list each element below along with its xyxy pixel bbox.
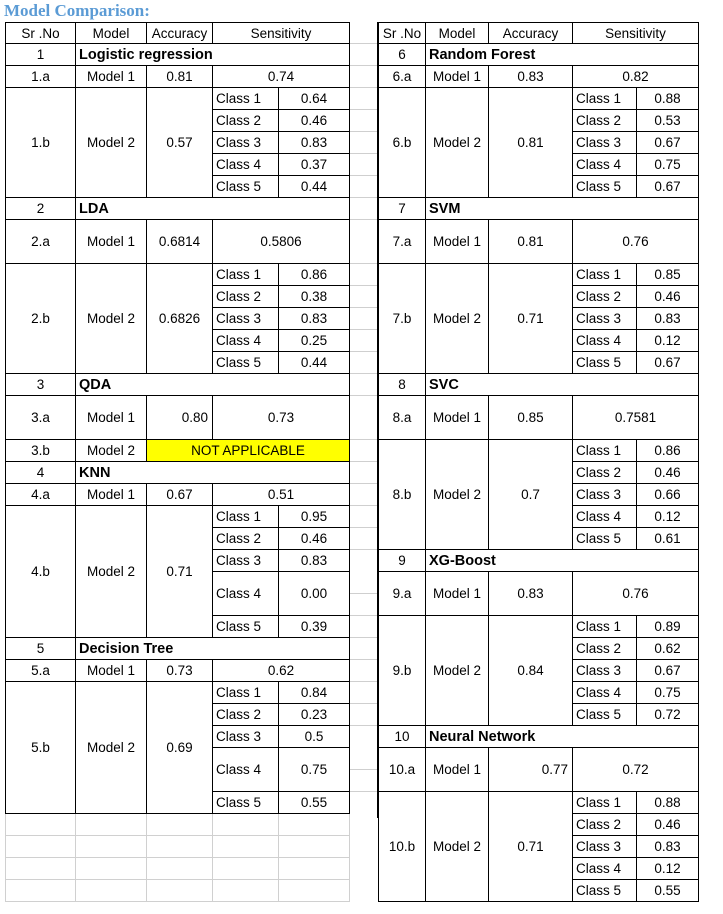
gutter-gridline bbox=[350, 593, 377, 594]
class-row bbox=[379, 88, 699, 110]
class-value: 0.55 bbox=[279, 792, 350, 814]
gutter-gridline bbox=[350, 461, 377, 462]
section-number: 8 bbox=[379, 374, 426, 396]
model1-row bbox=[6, 66, 350, 88]
sr-number: 1.a bbox=[6, 66, 76, 88]
gutter-gridline bbox=[350, 263, 377, 264]
class-value: 0.83 bbox=[637, 308, 699, 330]
class-row bbox=[6, 506, 350, 528]
empty-cell bbox=[279, 836, 350, 858]
section-number: 1 bbox=[6, 44, 76, 66]
header-row bbox=[379, 23, 699, 44]
gutter-gridline bbox=[350, 483, 377, 484]
section-number: 4 bbox=[6, 462, 76, 484]
class-label: Class 4 bbox=[573, 506, 637, 528]
header-accuracy: Accuracy bbox=[489, 23, 573, 44]
right-comparison-table bbox=[378, 22, 699, 902]
page-title: Model Comparison: bbox=[4, 1, 150, 20]
class-value: 0.84 bbox=[279, 682, 350, 704]
empty-cell bbox=[213, 880, 279, 902]
class-label: Class 3 bbox=[213, 132, 279, 154]
sr-number: 6.a bbox=[379, 66, 426, 88]
class-label: Class 5 bbox=[573, 880, 637, 902]
model1-row bbox=[379, 66, 699, 88]
sr-number: 3.b bbox=[6, 440, 76, 462]
model-label: Model 2 bbox=[76, 682, 147, 814]
model1-row bbox=[379, 396, 699, 440]
model1-row bbox=[6, 484, 350, 506]
class-value: 0.66 bbox=[637, 484, 699, 506]
empty-cell bbox=[76, 814, 147, 836]
header-sr-no: Sr .No bbox=[379, 23, 426, 44]
accuracy-value: 0.84 bbox=[489, 616, 573, 726]
class-label: Class 2 bbox=[213, 528, 279, 550]
class-value: 0.85 bbox=[637, 264, 699, 286]
model-label: Model 1 bbox=[426, 748, 489, 792]
class-value: 0.88 bbox=[637, 88, 699, 110]
class-label: Class 2 bbox=[213, 286, 279, 308]
sensitivity-value: 0.72 bbox=[573, 748, 699, 792]
class-label: Class 5 bbox=[213, 176, 279, 198]
sr-number: 7.b bbox=[379, 264, 426, 374]
empty-cell bbox=[76, 836, 147, 858]
class-label: Class 1 bbox=[573, 88, 637, 110]
model-label: Model 1 bbox=[426, 572, 489, 616]
class-value: 0.75 bbox=[637, 682, 699, 704]
section-row bbox=[379, 550, 699, 572]
class-value: 0.46 bbox=[637, 286, 699, 308]
sr-number: 10.b bbox=[379, 792, 426, 902]
left-comparison-table bbox=[5, 22, 350, 902]
class-row bbox=[379, 264, 699, 286]
gutter-gridline bbox=[350, 439, 377, 440]
gutter-gridline bbox=[350, 681, 377, 682]
gutter-gridline bbox=[350, 791, 377, 792]
gutter-gridline bbox=[350, 87, 377, 88]
sensitivity-value: 0.76 bbox=[573, 220, 699, 264]
section-number: 5 bbox=[6, 638, 76, 660]
accuracy-value: 0.67 bbox=[147, 484, 213, 506]
class-label: Class 4 bbox=[573, 330, 637, 352]
class-label: Class 5 bbox=[213, 352, 279, 374]
empty-cell bbox=[147, 836, 213, 858]
model-label: Model 1 bbox=[76, 396, 147, 440]
class-label: Class 1 bbox=[573, 616, 637, 638]
empty-cell bbox=[147, 880, 213, 902]
class-value: 0.23 bbox=[279, 704, 350, 726]
class-label: Class 3 bbox=[573, 836, 637, 858]
empty-cell bbox=[213, 858, 279, 880]
class-row bbox=[6, 88, 350, 110]
class-label: Class 3 bbox=[573, 484, 637, 506]
sr-number: 5.a bbox=[6, 660, 76, 682]
empty-cell bbox=[147, 858, 213, 880]
sensitivity-value: 0.73 bbox=[213, 396, 350, 440]
empty-row bbox=[6, 880, 350, 902]
class-label: Class 3 bbox=[213, 726, 279, 748]
class-label: Class 3 bbox=[573, 132, 637, 154]
section-name: XG-Boost bbox=[426, 550, 699, 572]
sr-number: 4.a bbox=[6, 484, 76, 506]
sr-number: 7.a bbox=[379, 220, 426, 264]
class-label: Class 4 bbox=[213, 154, 279, 176]
class-label: Class 1 bbox=[213, 506, 279, 528]
class-label: Class 5 bbox=[213, 616, 279, 638]
section-number: 3 bbox=[6, 374, 76, 396]
class-row bbox=[379, 616, 699, 638]
section-row bbox=[379, 726, 699, 748]
gutter-gridline bbox=[350, 329, 377, 330]
gutter-gridline bbox=[350, 637, 377, 638]
accuracy-value: 0.81 bbox=[489, 220, 573, 264]
class-label: Class 5 bbox=[573, 176, 637, 198]
accuracy-value: 0.71 bbox=[147, 506, 213, 638]
model-label: Model 1 bbox=[426, 66, 489, 88]
class-value: 0.75 bbox=[279, 748, 350, 792]
class-label: Class 1 bbox=[573, 264, 637, 286]
model-label: Model 1 bbox=[76, 660, 147, 682]
accuracy-value: 0.57 bbox=[147, 88, 213, 198]
model-label: Model 2 bbox=[76, 264, 147, 374]
class-value: 0.46 bbox=[279, 528, 350, 550]
empty-cell bbox=[279, 880, 350, 902]
section-row bbox=[6, 462, 350, 484]
header-sensitivity: Sensitivity bbox=[573, 23, 699, 44]
class-label: Class 4 bbox=[213, 748, 279, 792]
gutter-gridline bbox=[350, 703, 377, 704]
model1-row bbox=[379, 748, 699, 792]
section-row bbox=[379, 198, 699, 220]
model-label: Model 1 bbox=[76, 220, 147, 264]
class-label: Class 1 bbox=[213, 264, 279, 286]
class-value: 0.67 bbox=[637, 660, 699, 682]
class-label: Class 1 bbox=[213, 88, 279, 110]
class-label: Class 4 bbox=[573, 154, 637, 176]
empty-cell bbox=[6, 858, 76, 880]
empty-cell bbox=[6, 814, 76, 836]
class-value: 0.83 bbox=[279, 132, 350, 154]
accuracy-value: 0.81 bbox=[489, 88, 573, 198]
gutter-gridline bbox=[350, 725, 377, 726]
class-label: Class 1 bbox=[573, 440, 637, 462]
not-applicable-cell: NOT APPLICABLE bbox=[147, 440, 350, 462]
gutter-gridline bbox=[350, 351, 377, 352]
class-value: 0.67 bbox=[637, 352, 699, 374]
section-name: Logistic regression bbox=[76, 44, 350, 66]
class-value: 0.89 bbox=[637, 616, 699, 638]
section-row bbox=[6, 44, 350, 66]
gutter-gridline bbox=[350, 659, 377, 660]
column-divider bbox=[349, 22, 378, 818]
class-value: 0.83 bbox=[637, 836, 699, 858]
section-name: QDA bbox=[76, 374, 350, 396]
gutter-gridline bbox=[350, 219, 377, 220]
class-label: Class 2 bbox=[213, 110, 279, 132]
empty-cell bbox=[279, 814, 350, 836]
accuracy-value: 0.7 bbox=[489, 440, 573, 550]
class-value: 0.44 bbox=[279, 352, 350, 374]
class-label: Class 2 bbox=[573, 286, 637, 308]
gutter-gridline bbox=[350, 175, 377, 176]
model-label: Model 2 bbox=[426, 792, 489, 902]
sr-number: 1.b bbox=[6, 88, 76, 198]
class-value: 0.72 bbox=[637, 704, 699, 726]
class-label: Class 1 bbox=[573, 792, 637, 814]
accuracy-value: 0.73 bbox=[147, 660, 213, 682]
class-label: Class 5 bbox=[213, 792, 279, 814]
section-name: KNN bbox=[76, 462, 350, 484]
gutter-gridline bbox=[350, 549, 377, 550]
gutter-gridline bbox=[350, 505, 377, 506]
section-row bbox=[6, 198, 350, 220]
header-model: Model bbox=[426, 23, 489, 44]
class-label: Class 5 bbox=[573, 352, 637, 374]
class-value: 0.67 bbox=[637, 132, 699, 154]
model-label: Model 1 bbox=[76, 66, 147, 88]
sensitivity-value: 0.7581 bbox=[573, 396, 699, 440]
empty-cell bbox=[279, 858, 350, 880]
header-sr-no: Sr .No bbox=[6, 23, 76, 44]
model1-row bbox=[379, 220, 699, 264]
header-model: Model bbox=[76, 23, 147, 44]
gutter-gridline bbox=[350, 109, 377, 110]
accuracy-value: 0.71 bbox=[489, 792, 573, 902]
accuracy-value: 0.80 bbox=[147, 396, 213, 440]
class-value: 0.12 bbox=[637, 858, 699, 880]
empty-cell bbox=[76, 880, 147, 902]
accuracy-value: 0.6826 bbox=[147, 264, 213, 374]
model1-row bbox=[6, 220, 350, 264]
class-value: 0.5 bbox=[279, 726, 350, 748]
class-label: Class 2 bbox=[573, 814, 637, 836]
class-value: 0.83 bbox=[279, 308, 350, 330]
class-value: 0.83 bbox=[279, 550, 350, 572]
class-value: 0.12 bbox=[637, 506, 699, 528]
header-row bbox=[6, 23, 350, 44]
sr-number: 5.b bbox=[6, 682, 76, 814]
model2-row bbox=[6, 440, 350, 462]
class-label: Class 2 bbox=[573, 110, 637, 132]
gutter-gridline bbox=[350, 395, 377, 396]
model-label: Model 2 bbox=[426, 440, 489, 550]
header-accuracy: Accuracy bbox=[147, 23, 213, 44]
class-row bbox=[379, 792, 699, 814]
section-name: SVM bbox=[426, 198, 699, 220]
class-value: 0.25 bbox=[279, 330, 350, 352]
model-label: Model 2 bbox=[76, 88, 147, 198]
class-label: Class 4 bbox=[213, 330, 279, 352]
empty-cell bbox=[213, 836, 279, 858]
gutter-gridline bbox=[350, 527, 377, 528]
sensitivity-value: 0.51 bbox=[213, 484, 350, 506]
sr-number: 2.a bbox=[6, 220, 76, 264]
gutter-gridline bbox=[350, 65, 377, 66]
empty-row bbox=[6, 858, 350, 880]
sensitivity-value: 0.74 bbox=[213, 66, 350, 88]
model1-row bbox=[6, 660, 350, 682]
class-label: Class 4 bbox=[573, 858, 637, 880]
sr-number: 8.b bbox=[379, 440, 426, 550]
model-label: Model 2 bbox=[76, 440, 147, 462]
section-name: Neural Network bbox=[426, 726, 699, 748]
gutter-gridline bbox=[350, 373, 377, 374]
section-name: Random Forest bbox=[426, 44, 699, 66]
sensitivity-value: 0.62 bbox=[213, 660, 350, 682]
class-value: 0.38 bbox=[279, 286, 350, 308]
gutter-gridline bbox=[350, 197, 377, 198]
empty-row bbox=[6, 814, 350, 836]
gutter-gridline bbox=[350, 285, 377, 286]
class-value: 0.53 bbox=[637, 110, 699, 132]
class-row bbox=[6, 264, 350, 286]
class-value: 0.00 bbox=[279, 572, 350, 616]
section-number: 6 bbox=[379, 44, 426, 66]
model-label: Model 2 bbox=[426, 88, 489, 198]
sensitivity-value: 0.82 bbox=[573, 66, 699, 88]
class-label: Class 5 bbox=[573, 704, 637, 726]
empty-cell bbox=[6, 880, 76, 902]
class-value: 0.46 bbox=[637, 462, 699, 484]
sensitivity-value: 0.5806 bbox=[213, 220, 350, 264]
accuracy-value: 0.85 bbox=[489, 396, 573, 440]
model-label: Model 2 bbox=[426, 264, 489, 374]
class-value: 0.55 bbox=[637, 880, 699, 902]
class-label: Class 3 bbox=[573, 660, 637, 682]
class-value: 0.64 bbox=[279, 88, 350, 110]
accuracy-value: 0.83 bbox=[489, 572, 573, 616]
model-label: Model 1 bbox=[76, 484, 147, 506]
class-value: 0.39 bbox=[279, 616, 350, 638]
gutter-gridline bbox=[350, 43, 377, 44]
empty-cell bbox=[213, 814, 279, 836]
class-value: 0.86 bbox=[279, 264, 350, 286]
sr-number: 9.a bbox=[379, 572, 426, 616]
class-label: Class 4 bbox=[573, 682, 637, 704]
accuracy-value: 0.71 bbox=[489, 264, 573, 374]
class-label: Class 1 bbox=[213, 682, 279, 704]
sr-number: 10.a bbox=[379, 748, 426, 792]
model-label: Model 1 bbox=[426, 220, 489, 264]
section-row bbox=[379, 374, 699, 396]
section-number: 10 bbox=[379, 726, 426, 748]
empty-cell bbox=[76, 858, 147, 880]
model-label: Model 2 bbox=[426, 616, 489, 726]
class-value: 0.86 bbox=[637, 440, 699, 462]
section-number: 7 bbox=[379, 198, 426, 220]
gutter-gridline bbox=[350, 131, 377, 132]
model-label: Model 1 bbox=[426, 396, 489, 440]
gutter-gridline bbox=[350, 307, 377, 308]
section-name: LDA bbox=[76, 198, 350, 220]
section-name: SVC bbox=[426, 374, 699, 396]
empty-cell bbox=[147, 814, 213, 836]
sr-number: 9.b bbox=[379, 616, 426, 726]
sr-number: 4.b bbox=[6, 506, 76, 638]
section-row bbox=[379, 44, 699, 66]
gutter-gridline bbox=[350, 615, 377, 616]
class-value: 0.61 bbox=[637, 528, 699, 550]
model1-row bbox=[379, 572, 699, 616]
class-value: 0.95 bbox=[279, 506, 350, 528]
sr-number: 3.a bbox=[6, 396, 76, 440]
class-value: 0.46 bbox=[279, 110, 350, 132]
section-name: Decision Tree bbox=[76, 638, 350, 660]
class-value: 0.62 bbox=[637, 638, 699, 660]
class-label: Class 3 bbox=[213, 550, 279, 572]
class-row bbox=[6, 682, 350, 704]
class-value: 0.88 bbox=[637, 792, 699, 814]
accuracy-value: 0.69 bbox=[147, 682, 213, 814]
section-number: 9 bbox=[379, 550, 426, 572]
model1-row bbox=[6, 396, 350, 440]
accuracy-value: 0.81 bbox=[147, 66, 213, 88]
sensitivity-value: 0.76 bbox=[573, 572, 699, 616]
class-value: 0.37 bbox=[279, 154, 350, 176]
gutter-gridline bbox=[350, 153, 377, 154]
model-label: Model 2 bbox=[76, 506, 147, 638]
class-label: Class 4 bbox=[213, 572, 279, 616]
empty-cell bbox=[6, 836, 76, 858]
class-row bbox=[379, 440, 699, 462]
empty-row bbox=[6, 836, 350, 858]
class-value: 0.75 bbox=[637, 154, 699, 176]
accuracy-value: 0.83 bbox=[489, 66, 573, 88]
class-value: 0.67 bbox=[637, 176, 699, 198]
sr-number: 6.b bbox=[379, 88, 426, 198]
sr-number: 2.b bbox=[6, 264, 76, 374]
section-number: 2 bbox=[6, 198, 76, 220]
section-row bbox=[6, 374, 350, 396]
class-label: Class 3 bbox=[573, 308, 637, 330]
section-row bbox=[6, 638, 350, 660]
header-sensitivity: Sensitivity bbox=[213, 23, 350, 44]
class-value: 0.44 bbox=[279, 176, 350, 198]
class-value: 0.46 bbox=[637, 814, 699, 836]
class-label: Class 2 bbox=[573, 462, 637, 484]
class-label: Class 5 bbox=[573, 528, 637, 550]
gutter-gridline bbox=[350, 769, 377, 770]
class-value: 0.12 bbox=[637, 330, 699, 352]
sr-number: 8.a bbox=[379, 396, 426, 440]
class-label: Class 2 bbox=[573, 638, 637, 660]
class-label: Class 3 bbox=[213, 308, 279, 330]
accuracy-value: 0.6814 bbox=[147, 220, 213, 264]
class-label: Class 2 bbox=[213, 704, 279, 726]
accuracy-value: 0.77 bbox=[489, 748, 573, 792]
